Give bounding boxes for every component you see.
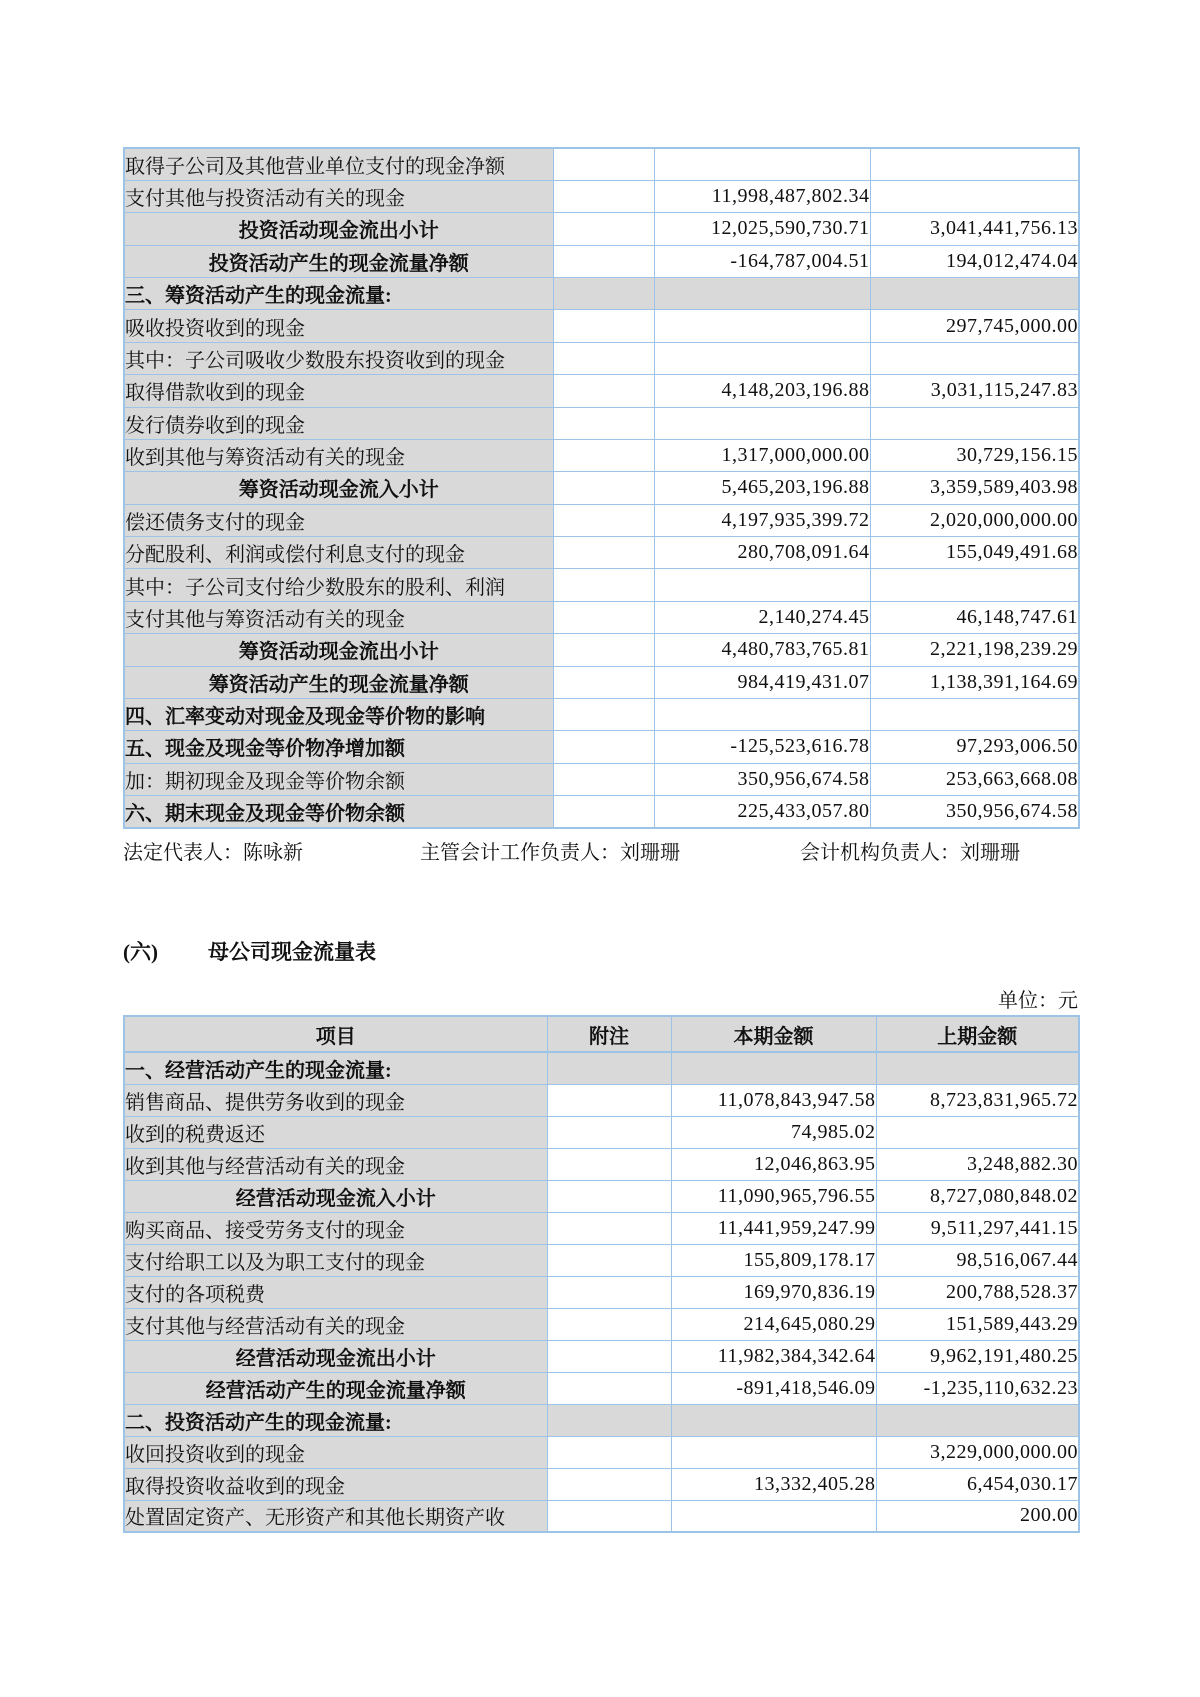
- row-note: [553, 796, 654, 828]
- row-current-amount: [654, 342, 870, 374]
- row-note: [553, 504, 654, 536]
- section-title: 母公司现金流量表: [208, 940, 376, 964]
- row-item-label: 吸收投资收到的现金: [124, 310, 553, 342]
- table-row: [124, 375, 1079, 407]
- row-current-amount: 214,645,080.29: [671, 1308, 876, 1340]
- table-row: [124, 504, 1079, 536]
- table-row: [124, 1276, 1079, 1308]
- table-row: [124, 310, 1079, 342]
- row-item-label: 加：期初现金及现金等价物余额: [124, 763, 553, 795]
- unit-label: 单位：元: [998, 990, 1078, 1012]
- row-note: [553, 278, 654, 310]
- row-current-amount: 155,809,178.17: [671, 1244, 876, 1276]
- table-row: [124, 407, 1079, 439]
- row-item-label: 其中：子公司吸收少数股东投资收到的现金: [124, 342, 553, 374]
- table-row: [124, 439, 1079, 471]
- table-row: [124, 1052, 1079, 1084]
- row-prior-amount: -1,235,110,632.23: [876, 1372, 1079, 1404]
- table-row: [124, 666, 1079, 698]
- row-note: [553, 763, 654, 795]
- row-note: [553, 601, 654, 633]
- row-current-amount: 280,708,091.64: [654, 537, 870, 569]
- row-prior-amount: 200,788,528.37: [876, 1276, 1079, 1308]
- row-note: [547, 1404, 671, 1436]
- table-row: [124, 472, 1079, 504]
- parent-company-cash-flow-table: [123, 1015, 1080, 1533]
- table-row: [124, 1308, 1079, 1340]
- row-note: [553, 569, 654, 601]
- row-current-amount: [654, 569, 870, 601]
- row-prior-amount: [876, 1116, 1079, 1148]
- row-current-amount: [654, 310, 870, 342]
- table-row: [124, 1116, 1079, 1148]
- row-current-amount: [654, 148, 870, 180]
- row-current-amount: 2,140,274.45: [654, 601, 870, 633]
- row-note: [547, 1276, 671, 1308]
- signature-line: [123, 836, 1078, 864]
- row-current-amount: 350,956,674.58: [654, 763, 870, 795]
- consolidated-cash-flow-table: [123, 147, 1080, 829]
- row-current-amount: [671, 1436, 876, 1468]
- row-item-label: 支付其他与筹资活动有关的现金: [124, 601, 553, 633]
- row-prior-amount: 155,049,491.68: [870, 537, 1079, 569]
- column-header: 上期金额: [876, 1016, 1079, 1052]
- row-prior-amount: 46,148,747.61: [870, 601, 1079, 633]
- row-item-label: 取得投资收益收到的现金: [124, 1468, 547, 1500]
- row-current-amount: -125,523,616.78: [654, 731, 870, 763]
- row-item-label: 筹资活动产生的现金流量净额: [124, 666, 553, 698]
- table-row: [124, 1436, 1079, 1468]
- row-prior-amount: [870, 278, 1079, 310]
- row-item-label: 筹资活动现金流入小计: [124, 472, 553, 504]
- table-row: [124, 634, 1079, 666]
- table-row: [124, 763, 1079, 795]
- table-row: [124, 569, 1079, 601]
- row-prior-amount: 194,012,474.04: [870, 245, 1079, 277]
- row-item-label: 分配股利、利润或偿付利息支付的现金: [124, 537, 553, 569]
- row-item-label: 收到其他与经营活动有关的现金: [124, 1148, 547, 1180]
- row-item-label: 购买商品、接受劳务支付的现金: [124, 1212, 547, 1244]
- table-row: [124, 1148, 1079, 1180]
- row-prior-amount: 9,962,191,480.25: [876, 1340, 1079, 1372]
- row-item-label: 取得借款收到的现金: [124, 375, 553, 407]
- row-item-label: 其中：子公司支付给少数股东的股利、利润: [124, 569, 553, 601]
- table-row: [124, 1084, 1079, 1116]
- row-prior-amount: 1,138,391,164.69: [870, 666, 1079, 698]
- row-note: [553, 213, 654, 245]
- table-row: [124, 537, 1079, 569]
- row-prior-amount: 97,293,006.50: [870, 731, 1079, 763]
- row-current-amount: 11,982,384,342.64: [671, 1340, 876, 1372]
- row-note: [553, 310, 654, 342]
- table-row: [124, 1340, 1079, 1372]
- table-row: [124, 796, 1079, 828]
- row-prior-amount: [870, 407, 1079, 439]
- row-current-amount: 11,078,843,947.58: [671, 1084, 876, 1116]
- row-note: [553, 180, 654, 212]
- column-header: 本期金额: [671, 1016, 876, 1052]
- row-prior-amount: 3,359,589,403.98: [870, 472, 1079, 504]
- row-note: [547, 1052, 671, 1084]
- row-note: [553, 342, 654, 374]
- row-prior-amount: [870, 180, 1079, 212]
- row-item-label: 取得子公司及其他营业单位支付的现金净额: [124, 148, 553, 180]
- row-prior-amount: 3,248,882.30: [876, 1148, 1079, 1180]
- row-item-label: 投资活动现金流出小计: [124, 213, 553, 245]
- row-current-amount: 11,090,965,796.55: [671, 1180, 876, 1212]
- row-note: [547, 1084, 671, 1116]
- row-item-label: 经营活动现金流出小计: [124, 1340, 547, 1372]
- row-prior-amount: 253,663,668.08: [870, 763, 1079, 795]
- row-note: [553, 698, 654, 730]
- row-prior-amount: 151,589,443.29: [876, 1308, 1079, 1340]
- table-row: [124, 1212, 1079, 1244]
- row-item-label: 支付其他与经营活动有关的现金: [124, 1308, 547, 1340]
- row-prior-amount: 3,041,441,756.13: [870, 213, 1079, 245]
- row-current-amount: [671, 1052, 876, 1084]
- row-current-amount: [654, 407, 870, 439]
- row-current-amount: 1,317,000,000.00: [654, 439, 870, 471]
- row-current-amount: -164,787,004.51: [654, 245, 870, 277]
- row-note: [553, 537, 654, 569]
- row-note: [547, 1436, 671, 1468]
- parent-company-cash-flow-table-body: [124, 1052, 1079, 1532]
- row-prior-amount: [870, 569, 1079, 601]
- row-item-label: 支付其他与投资活动有关的现金: [124, 180, 553, 212]
- row-item-label: 二、投资活动产生的现金流量:: [124, 1404, 547, 1436]
- row-note: [547, 1212, 671, 1244]
- row-current-amount: 12,025,590,730.71: [654, 213, 870, 245]
- row-item-label: 经营活动产生的现金流量净额: [124, 1372, 547, 1404]
- row-current-amount: 12,046,863.95: [671, 1148, 876, 1180]
- row-prior-amount: 3,031,115,247.83: [870, 375, 1079, 407]
- row-prior-amount: 350,956,674.58: [870, 796, 1079, 828]
- row-item-label: 三、筹资活动产生的现金流量:: [124, 278, 553, 310]
- row-note: [553, 148, 654, 180]
- row-prior-amount: 200.00: [876, 1500, 1079, 1532]
- row-prior-amount: 2,020,000,000.00: [870, 504, 1079, 536]
- column-header: 附注: [547, 1016, 671, 1052]
- row-prior-amount: [876, 1052, 1079, 1084]
- row-current-amount: 74,985.02: [671, 1116, 876, 1148]
- row-note: [547, 1340, 671, 1372]
- row-current-amount: 4,197,935,399.72: [654, 504, 870, 536]
- consolidated-cash-flow-table-body: [124, 148, 1079, 828]
- row-prior-amount: [870, 342, 1079, 374]
- accounting-agency-head-signature: 会计机构负责人：刘珊珊: [800, 842, 1020, 864]
- table-row: [124, 148, 1079, 180]
- row-note: [553, 375, 654, 407]
- section-index: (六): [123, 940, 158, 964]
- row-prior-amount: [876, 1404, 1079, 1436]
- row-current-amount: 4,480,783,765.81: [654, 634, 870, 666]
- row-note: [553, 439, 654, 471]
- table-row: [124, 601, 1079, 633]
- row-current-amount: [654, 278, 870, 310]
- row-item-label: 投资活动产生的现金流量净额: [124, 245, 553, 277]
- row-current-amount: 984,419,431.07: [654, 666, 870, 698]
- row-item-label: 支付的各项税费: [124, 1276, 547, 1308]
- row-current-amount: 4,148,203,196.88: [654, 375, 870, 407]
- row-current-amount: -891,418,546.09: [671, 1372, 876, 1404]
- row-item-label: 支付给职工以及为职工支付的现金: [124, 1244, 547, 1276]
- row-current-amount: [671, 1404, 876, 1436]
- row-item-label: 收到其他与筹资活动有关的现金: [124, 439, 553, 471]
- row-note: [547, 1372, 671, 1404]
- row-item-label: 销售商品、提供劳务收到的现金: [124, 1084, 547, 1116]
- row-prior-amount: 6,454,030.17: [876, 1468, 1079, 1500]
- table-row: [124, 1500, 1079, 1532]
- row-current-amount: 225,433,057.80: [654, 796, 870, 828]
- parent-company-cash-flow-table-header: [124, 1016, 1079, 1052]
- row-current-amount: 11,441,959,247.99: [671, 1212, 876, 1244]
- row-note: [547, 1308, 671, 1340]
- table-row: [124, 1404, 1079, 1436]
- row-note: [553, 731, 654, 763]
- row-item-label: 经营活动现金流入小计: [124, 1180, 547, 1212]
- table-row: [124, 213, 1079, 245]
- row-prior-amount: 8,727,080,848.02: [876, 1180, 1079, 1212]
- table-row: [124, 698, 1079, 730]
- row-prior-amount: 30,729,156.15: [870, 439, 1079, 471]
- row-item-label: 六、期末现金及现金等价物余额: [124, 796, 553, 828]
- row-item-label: 一、经营活动产生的现金流量:: [124, 1052, 547, 1084]
- chief-accountant-signature: 主管会计工作负责人：刘珊珊: [420, 842, 680, 864]
- row-item-label: 筹资活动现金流出小计: [124, 634, 553, 666]
- row-current-amount: 169,970,836.19: [671, 1276, 876, 1308]
- row-prior-amount: [870, 698, 1079, 730]
- table-row: [124, 278, 1079, 310]
- row-note: [547, 1244, 671, 1276]
- row-prior-amount: 98,516,067.44: [876, 1244, 1079, 1276]
- row-note: [547, 1468, 671, 1500]
- legal-representative-signature: 法定代表人：陈咏新: [123, 842, 303, 864]
- row-prior-amount: [870, 148, 1079, 180]
- table-row: [124, 731, 1079, 763]
- row-note: [553, 472, 654, 504]
- table-row: [124, 1244, 1079, 1276]
- table-row: [124, 1468, 1079, 1500]
- row-item-label: 发行债券收到的现金: [124, 407, 553, 439]
- row-prior-amount: 297,745,000.00: [870, 310, 1079, 342]
- row-note: [553, 666, 654, 698]
- row-item-label: 收到的税费返还: [124, 1116, 547, 1148]
- row-current-amount: 13,332,405.28: [671, 1468, 876, 1500]
- row-current-amount: 5,465,203,196.88: [654, 472, 870, 504]
- row-note: [547, 1148, 671, 1180]
- row-note: [547, 1116, 671, 1148]
- row-item-label: 处置固定资产、无形资产和其他长期资产收: [124, 1500, 547, 1532]
- table-row: [124, 1180, 1079, 1212]
- row-item-label: 偿还债务支付的现金: [124, 504, 553, 536]
- row-prior-amount: 3,229,000,000.00: [876, 1436, 1079, 1468]
- table-row: [124, 342, 1079, 374]
- column-header: 项目: [124, 1016, 547, 1052]
- row-item-label: 四、汇率变动对现金及现金等价物的影响: [124, 698, 553, 730]
- row-note: [553, 634, 654, 666]
- table-row: [124, 180, 1079, 212]
- row-item-label: 收回投资收到的现金: [124, 1436, 547, 1468]
- table-row: [124, 1372, 1079, 1404]
- row-note: [553, 245, 654, 277]
- row-current-amount: 11,998,487,802.34: [654, 180, 870, 212]
- row-prior-amount: 2,221,198,239.29: [870, 634, 1079, 666]
- row-prior-amount: 9,511,297,441.15: [876, 1212, 1079, 1244]
- row-note: [547, 1180, 671, 1212]
- row-note: [553, 407, 654, 439]
- table-header-row: [124, 1016, 1079, 1052]
- row-current-amount: [671, 1500, 876, 1532]
- row-note: [547, 1500, 671, 1532]
- table-row: [124, 245, 1079, 277]
- row-prior-amount: 8,723,831,965.72: [876, 1084, 1079, 1116]
- row-current-amount: [654, 698, 870, 730]
- row-item-label: 五、现金及现金等价物净增加额: [124, 731, 553, 763]
